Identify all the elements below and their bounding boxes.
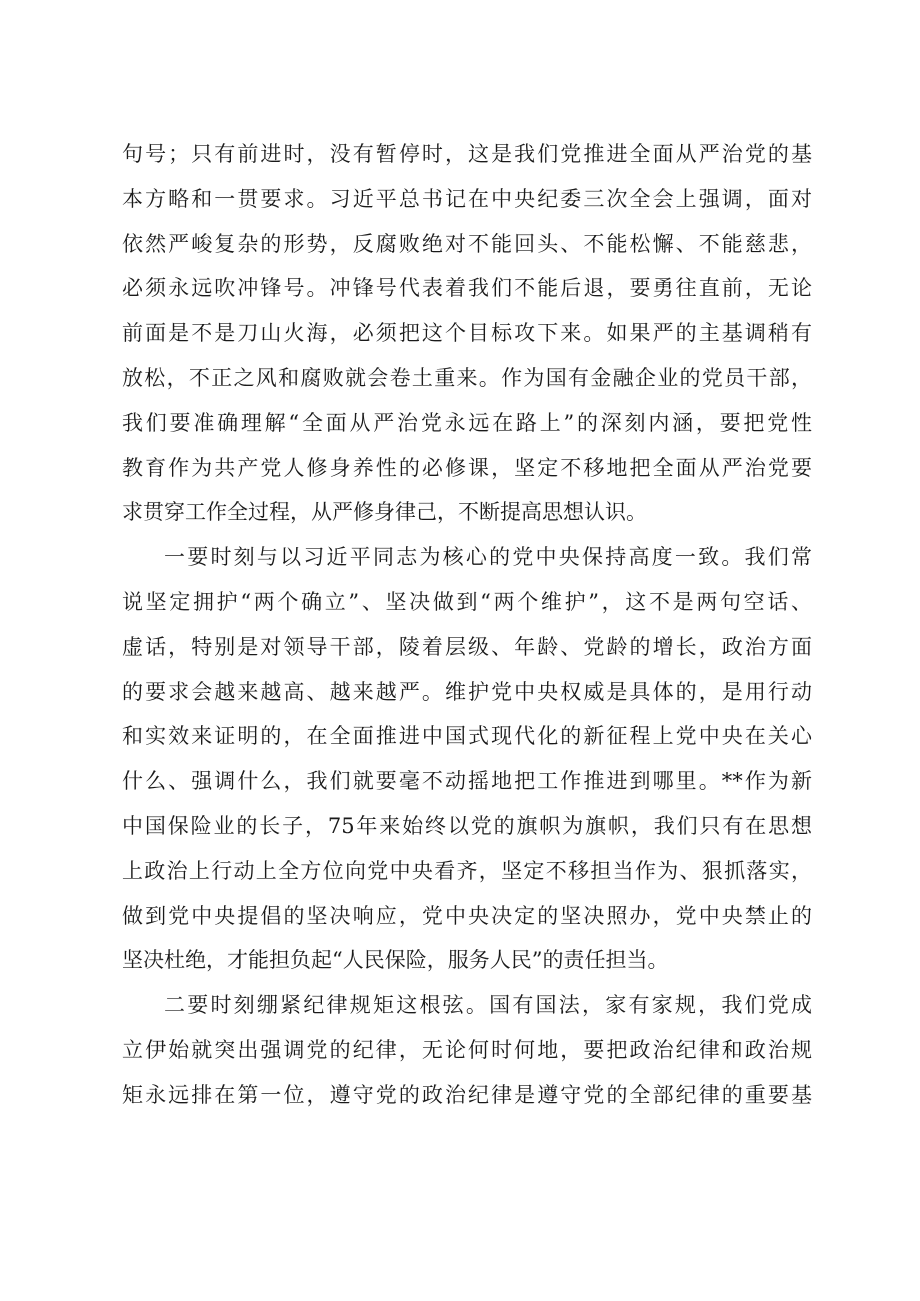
text-line: 的要求会越来越高、越来越严。维护党中央权威是具体的，是用行动 (122, 679, 812, 704)
text-line: 和实效来证明的，在全面推进中国式现代化的新征程上党中央在关心 (122, 724, 812, 749)
text-line: 求贯穿工作全过程，从严修身律己，不断提高思想认识。 (122, 500, 647, 525)
text-line: 矩永远排在第一位，遵守党的政治纪律是遵守党的全部纪律的重要基 (122, 1082, 812, 1107)
text-line: 教育作为共产党人修身养性的必修课，坚定不移地把全面从严治党要 (122, 455, 812, 480)
text-line: 坚决杜绝，才能担负起“人民保险，服务人民”的责任担当。 (122, 948, 669, 973)
paragraph-3 (122, 983, 812, 1117)
text-line: 说坚定拥护“两个确立”、坚决做到“两个维护”，这不是两句空话、 (122, 589, 812, 614)
text-line: 二要时刻绷紧纪律规矩这根弦。国有国法，家有家规，我们党成 (164, 993, 812, 1018)
text-line: 前面是不是刀山火海，必须把这个目标攻下来。如果严的主基调稍有 (122, 321, 812, 346)
text-line: 做到党中央提倡的坚决响应，党中央决定的坚决照办，党中央禁止的 (122, 903, 812, 928)
text-line: 什么、强调什么，我们就要毫不动摇地把工作推进到哪里。**作为新 (122, 769, 812, 794)
text-line: 虚话，特别是对领导干部，陵着层级、年龄、党龄的增长，政治方面 (122, 634, 812, 659)
text-line: 依然严峻复杂的形势，反腐败绝对不能回头、不能松懈、不能慈悲， (122, 231, 812, 256)
text-line: 立伊始就突出强调党的纪律，无论何时何地，要把政治纪律和政治规 (122, 1037, 812, 1062)
text-line: 上政治上行动上全方位向党中央看齐，坚定不移担当作为、狠抓落实， (122, 858, 812, 883)
text-line: 一要时刻与以习近平同志为核心的党中央保持高度一致。我们常 (164, 545, 812, 570)
text-line: 本方略和一贯要求。习近平总书记在中央纪委三次全会上强调，面对 (122, 186, 812, 211)
paragraph-2 (122, 535, 812, 983)
text-line: 必须永远吹冲锋号。冲锋号代表着我们不能后退，要勇往直前，无论 (122, 276, 812, 301)
text-line: 放松，不正之风和腐败就会卷土重来。作为国有金融企业的党员干部， (122, 365, 812, 390)
paragraph-1 (122, 132, 812, 535)
text-line: 句号；只有前进时，没有暂停时，这是我们党推进全面从严治党的基 (122, 142, 812, 166)
text-line: 我们要准确理解“全面从严治党永远在路上”的深刻内涵，要把党性 (122, 410, 812, 435)
text-line: 中国保险业的长子，75年来始终以党的旗帜为旗帜，我们只有在思想 (122, 813, 812, 838)
document-body (122, 132, 812, 1118)
